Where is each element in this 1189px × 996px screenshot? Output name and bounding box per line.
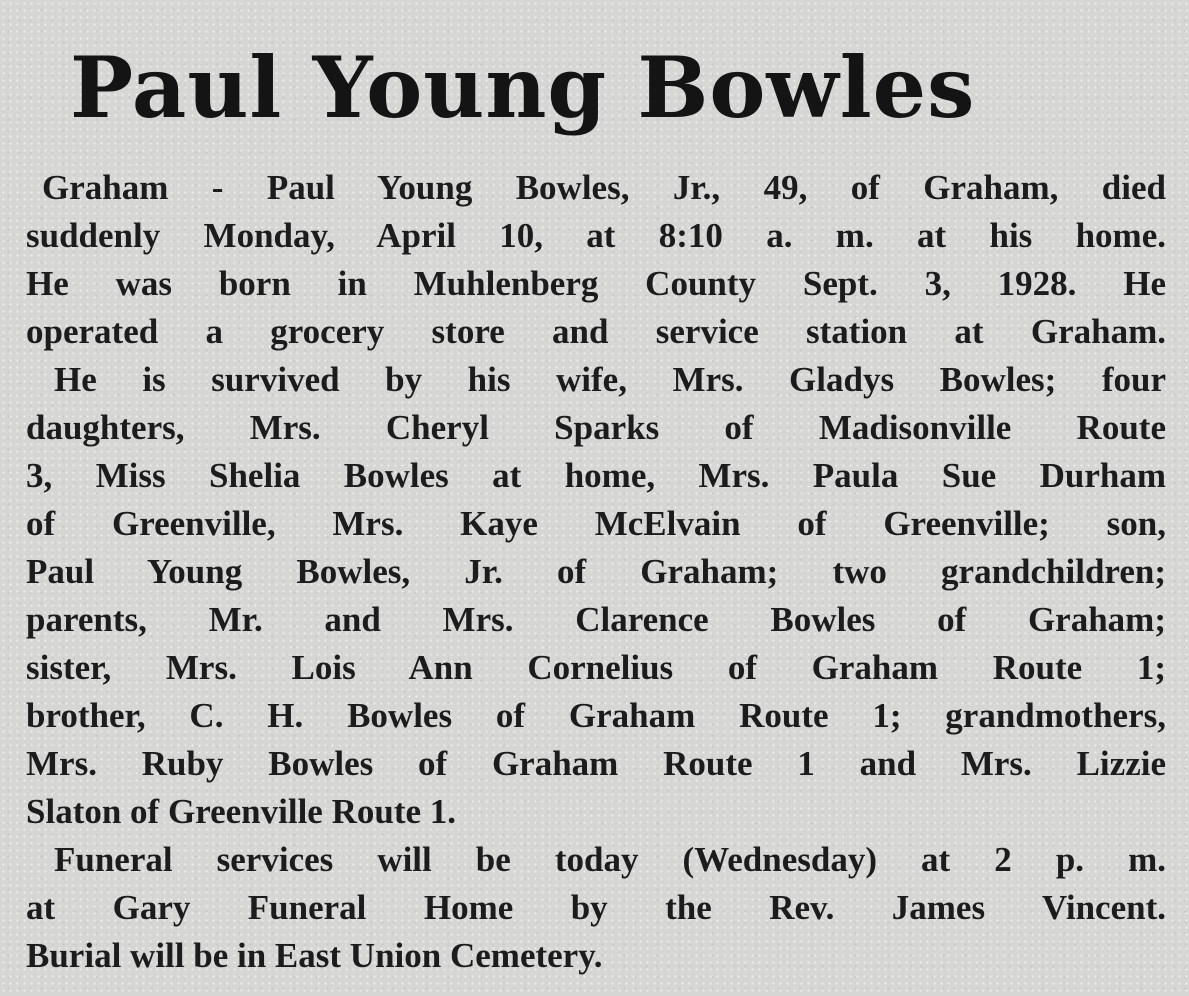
paragraph-death-notice [26, 164, 1166, 356]
text-line: Slaton of Greenville Route 1. [26, 792, 457, 831]
text-line: Funeral services will be today (Wednesday) at 2 p. m. [54, 840, 1166, 879]
text-line: Graham - Paul Young Bowles, Jr., 49, of Graham, died [42, 168, 1166, 207]
paragraph-survivors [26, 356, 1166, 836]
text-line: Burial will be in East Union Cemetery. [26, 936, 603, 975]
text-line: Paul Young Bowles, Jr. of Graham; two grandchildren; [26, 552, 1166, 591]
text-line: suddenly Monday, April 10, at 8:10 a. m. at his home. [26, 216, 1166, 255]
text-line: He was born in Muhlenberg County Sept. 3, 1928. He [26, 264, 1166, 303]
obituary-body [26, 164, 1166, 980]
text-line: daughters, Mrs. Cheryl Sparks of Madisonville Route [26, 408, 1166, 447]
obituary-headline: Paul Young Bowles [70, 38, 976, 137]
text-line: of Greenville, Mrs. Kaye McElvain of Greenville; son, [26, 504, 1166, 543]
text-line: He is survived by his wife, Mrs. Gladys Bowles; four [54, 360, 1166, 399]
text-line: Mrs. Ruby Bowles of Graham Route 1 and Mrs. Lizzie [26, 744, 1166, 783]
text-line: at Gary Funeral Home by the Rev. James Vincent. [26, 888, 1166, 927]
paragraph-funeral-services [26, 836, 1166, 980]
text-line: parents, Mr. and Mrs. Clarence Bowles of Graham; [26, 600, 1166, 639]
text-line: brother, C. H. Bowles of Graham Route 1; grandmothers, [26, 696, 1166, 735]
text-line: 3, Miss Shelia Bowles at home, Mrs. Paula Sue Durham [26, 456, 1166, 495]
text-line: sister, Mrs. Lois Ann Cornelius of Graham Route 1; [26, 648, 1166, 687]
text-line: operated a grocery store and service station at Graham. [26, 312, 1166, 351]
